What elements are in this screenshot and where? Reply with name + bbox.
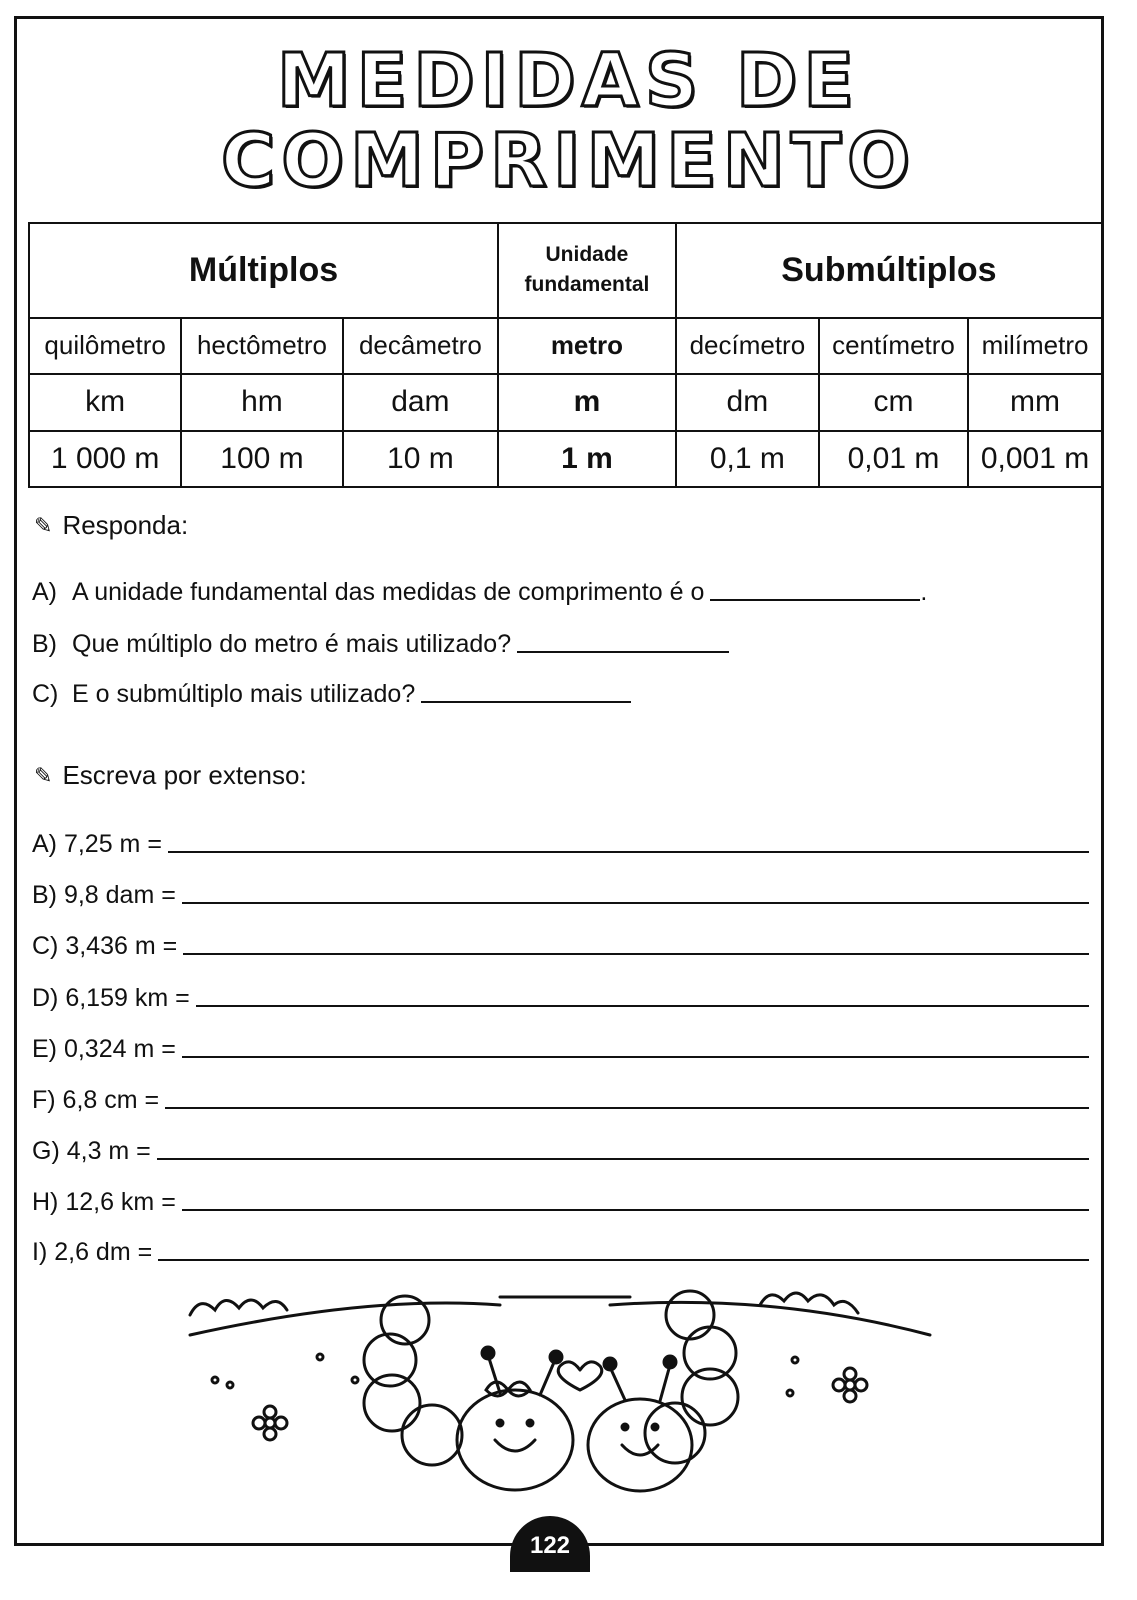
- answer-line[interactable]: [183, 953, 1089, 955]
- unit-value: 100 m: [181, 431, 342, 487]
- unit-symbol: km: [29, 374, 181, 430]
- pencil-icon: ✎: [34, 762, 53, 788]
- extenso-label: C) 3,436 m =: [32, 932, 178, 960]
- unit-value: 1 000 m: [29, 431, 181, 487]
- extenso-label: I) 2,6 dm =: [32, 1238, 153, 1266]
- header-unidade-fundamental: Unidade fundamental: [498, 223, 676, 318]
- answer-line[interactable]: [165, 1107, 1089, 1109]
- unit-symbol: mm: [968, 374, 1102, 430]
- unit-name: metro: [498, 318, 676, 374]
- question-a: [32, 578, 927, 607]
- unit-symbol: dam: [343, 374, 498, 430]
- extenso-label: F) 6,8 cm =: [32, 1086, 160, 1114]
- extenso-label: A) 7,25 m =: [32, 830, 162, 858]
- extenso-label: B) 9,8 dam =: [32, 881, 176, 909]
- extenso-label: G) 4,3 m =: [32, 1137, 151, 1165]
- extenso-label: H) 12,6 km =: [32, 1188, 176, 1216]
- unit-name: decímetro: [676, 318, 819, 374]
- question-text: A unidade fundamental das medidas de comprimento é o: [72, 578, 705, 606]
- extenso-item: [32, 1238, 1089, 1267]
- extenso-item: [32, 1137, 1089, 1166]
- extenso-item: [32, 932, 1089, 961]
- question-text: Que múltiplo do metro é mais utilizado?: [72, 630, 512, 658]
- question-text: E o submúltiplo mais utilizado?: [72, 680, 416, 708]
- title-line-2: COMPRIMENTO: [220, 118, 917, 204]
- unit-name: centímetro: [819, 318, 968, 374]
- question-letter: A): [32, 578, 57, 606]
- unit-value: 1 m: [498, 431, 676, 487]
- extenso-label: E) 0,324 m =: [32, 1035, 176, 1063]
- header-submultiplos: Submúltiplos: [676, 223, 1102, 318]
- answer-line[interactable]: [168, 851, 1089, 853]
- section-heading: Escreva por extenso:: [62, 760, 307, 790]
- extenso-item: [32, 881, 1089, 910]
- answer-blank[interactable]: [710, 598, 920, 601]
- section-heading: Responda:: [62, 510, 189, 540]
- unit-name: decâmetro: [343, 318, 498, 374]
- extenso-item: [32, 1188, 1089, 1217]
- title-line-1: MEDIDAS DE: [277, 38, 860, 124]
- unit-value: 0,001 m: [968, 431, 1102, 487]
- header-multiplos: Múltiplos: [29, 223, 498, 318]
- unit-symbol: dm: [676, 374, 819, 430]
- question-letter: B): [32, 630, 57, 658]
- unit-value: 0,1 m: [676, 431, 819, 487]
- unit-symbol: cm: [819, 374, 968, 430]
- question-suffix: .: [920, 578, 928, 606]
- unit-value: 10 m: [343, 431, 498, 487]
- question-b: [32, 630, 729, 659]
- unit-name: quilômetro: [29, 318, 181, 374]
- unit-name: milímetro: [968, 318, 1102, 374]
- caterpillars-illustration: [170, 1275, 940, 1505]
- answer-line[interactable]: [158, 1259, 1089, 1261]
- extenso-item: [32, 1086, 1089, 1115]
- section-responda: [34, 510, 188, 541]
- extenso-label: D) 6,159 km =: [32, 984, 190, 1012]
- question-c: [32, 680, 631, 709]
- page-number: 122: [510, 1516, 590, 1572]
- extenso-item: [32, 984, 1089, 1013]
- units-table: [28, 222, 1103, 488]
- extenso-item: [32, 830, 1089, 859]
- unit-names-row: [29, 318, 1102, 374]
- answer-line[interactable]: [182, 1209, 1089, 1211]
- extenso-item: [32, 1035, 1089, 1064]
- unit-name: hectômetro: [181, 318, 342, 374]
- answer-line[interactable]: [182, 902, 1089, 904]
- answer-blank[interactable]: [421, 700, 631, 703]
- answer-blank[interactable]: [517, 650, 729, 653]
- answer-line[interactable]: [157, 1158, 1089, 1160]
- pencil-icon: ✎: [34, 512, 53, 538]
- question-letter: C): [32, 680, 59, 708]
- unit-value: 0,01 m: [819, 431, 968, 487]
- answer-line[interactable]: [182, 1056, 1089, 1058]
- section-escreva: [34, 760, 307, 791]
- unit-symbols-row: [29, 374, 1102, 430]
- unit-symbol: m: [498, 374, 676, 430]
- answer-line[interactable]: [196, 1005, 1089, 1007]
- unit-values-row: [29, 431, 1102, 487]
- unit-symbol: hm: [181, 374, 342, 430]
